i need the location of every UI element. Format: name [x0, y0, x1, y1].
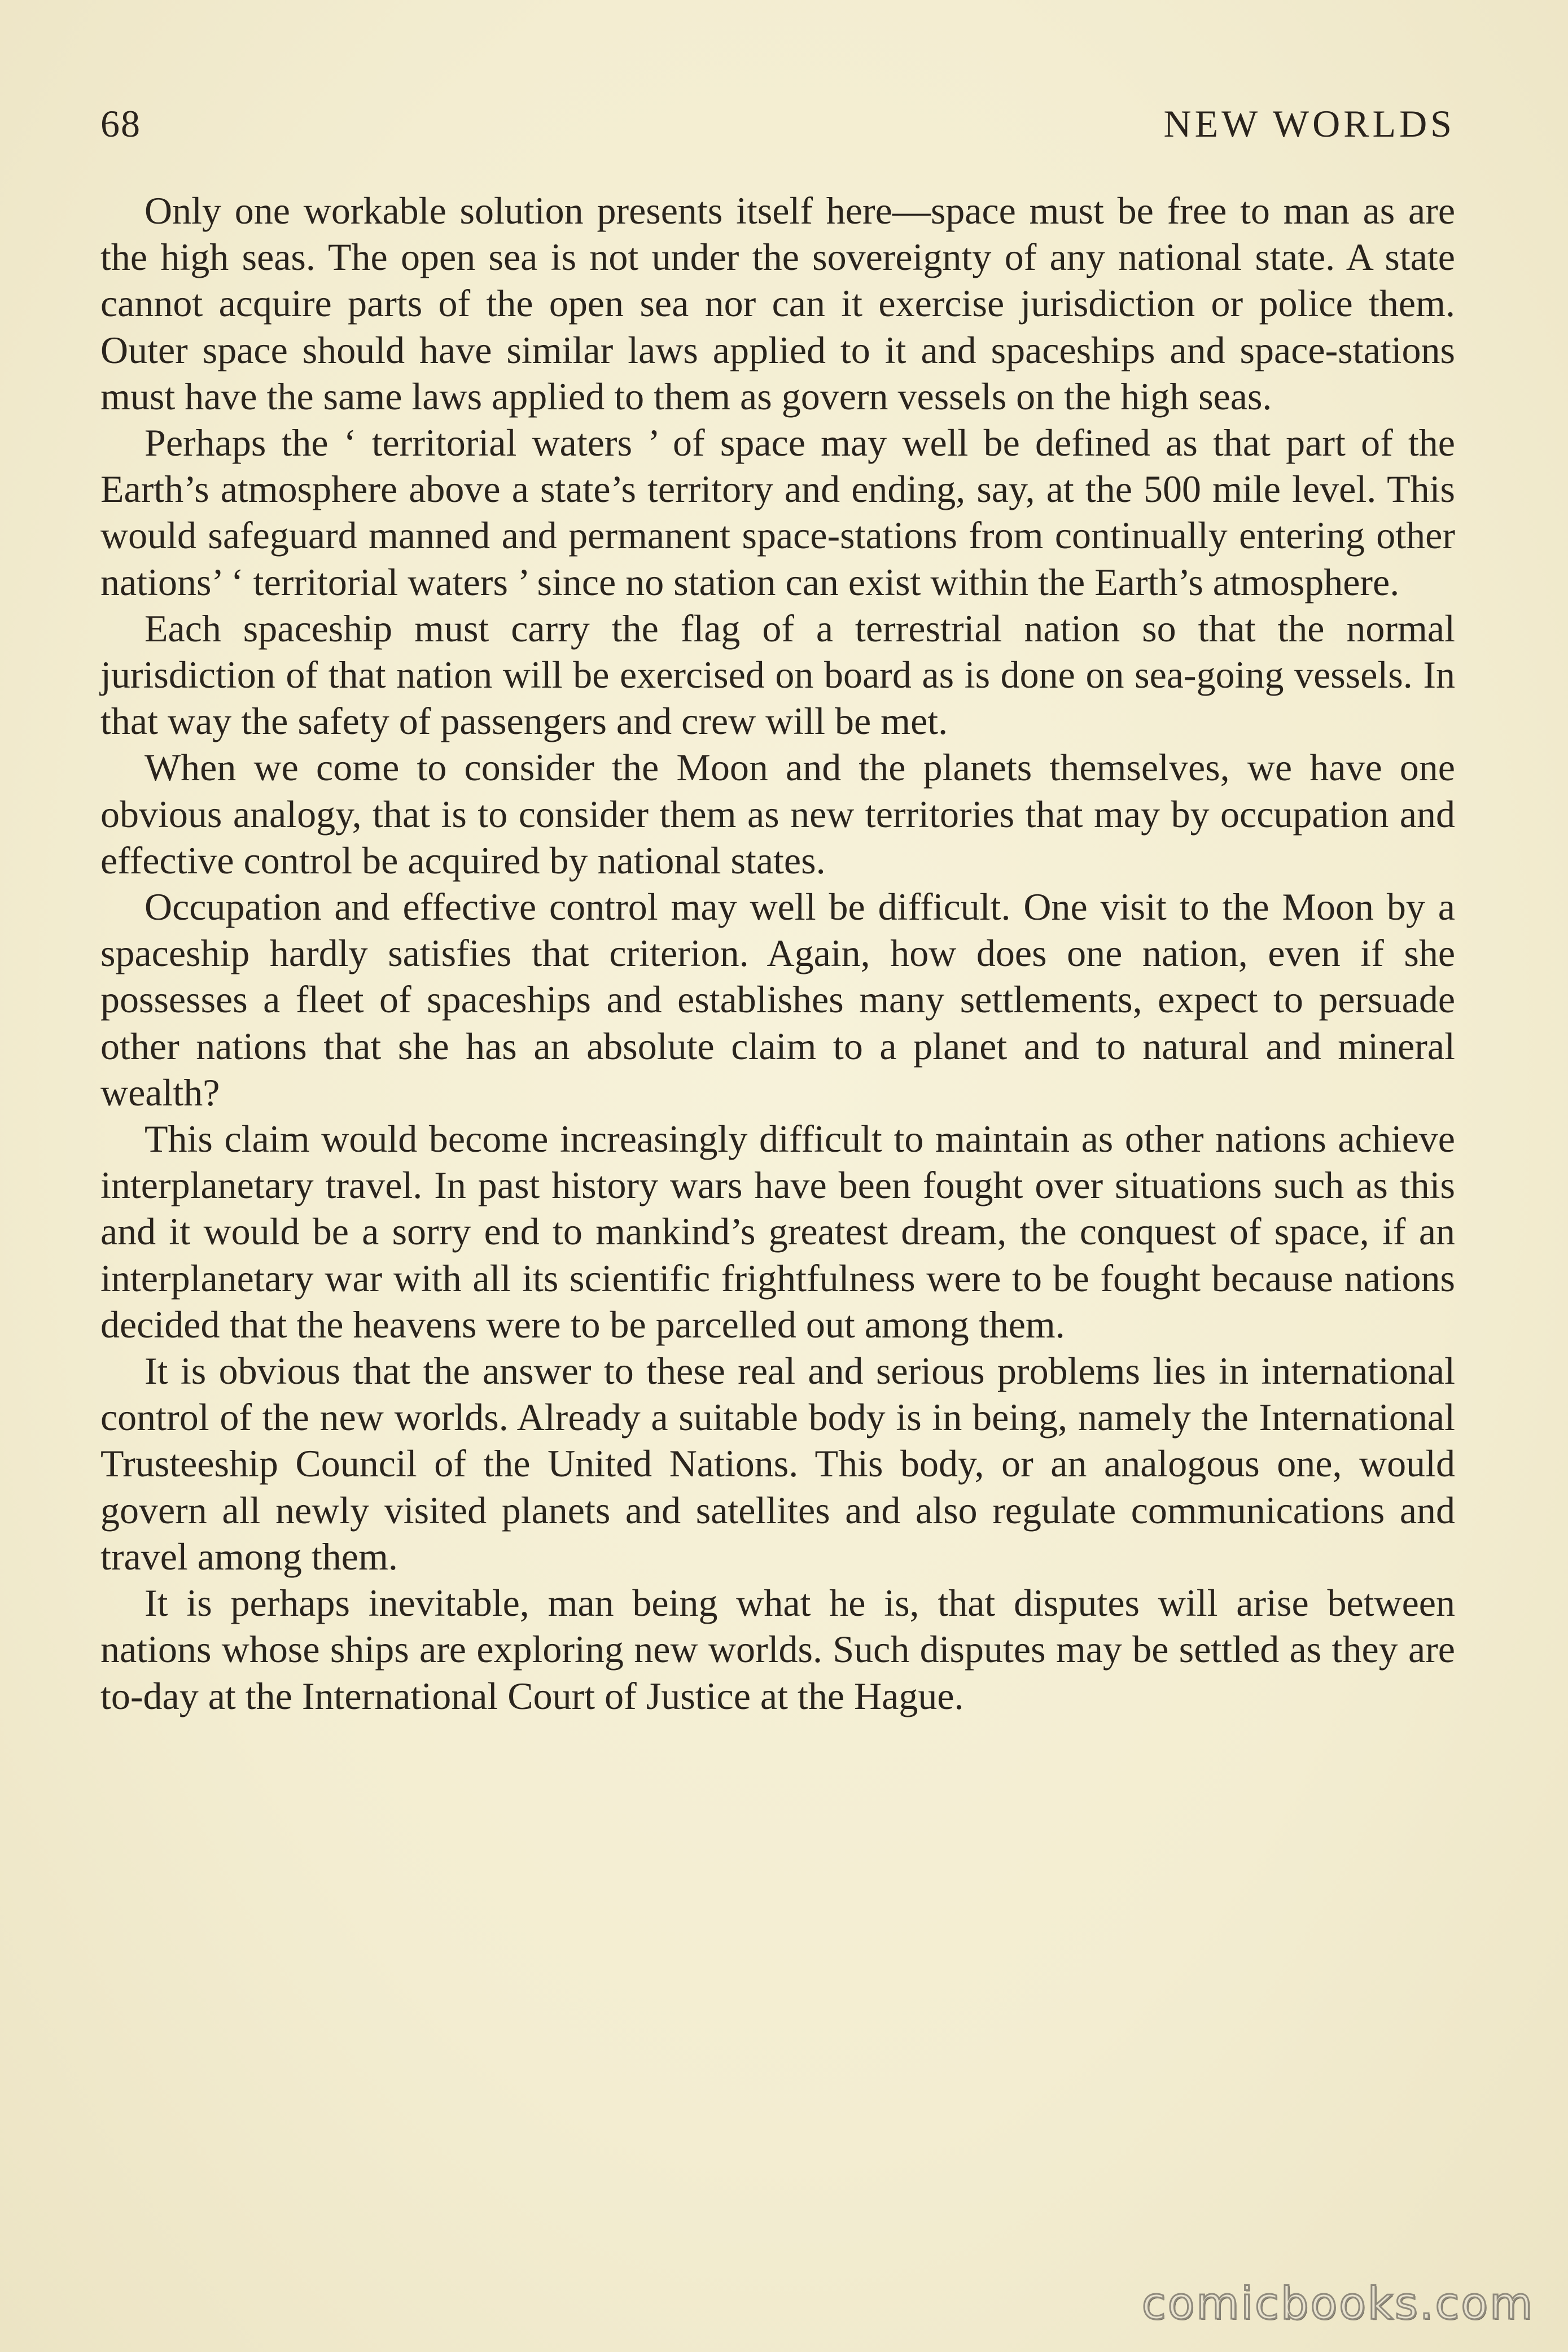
paragraph-6: This claim would become increasingly difficult to maintain as other nations achieve interplanetary travel. In past history wars have been fought over situations such as this and it would be a sorry end to mankind’s greatest dream, the conquest of space, if an interplanetary war with all its scientific frightfulness were to be fought because nations decided that the heavens were to be parcelled out among them. — [100, 1117, 1455, 1346]
paragraph-3: Each spaceship must carry the flag of a terrestrial nation so that the normal jurisdiction of that nation will be exercised on board as is done on sea-going vessels. In that way the safety of passengers and crew will be met. — [100, 606, 1455, 743]
paragraph-7: It is obvious that the answer to these real and serious problems lies in international control of the new worlds. Already a suitable body is in being, namely the International Trusteeship Council of the United Nations. This body, or an analogous one, would govern all newly visited planets and satellites and also regulate communications and travel among them. — [100, 1349, 1455, 1578]
body-text — [100, 187, 1455, 1719]
paragraph-8: It is perhaps inevitable, man being what he is, that disputes will arise between nations whose ships are exploring new worlds. Such disputes may be settled as they are to-day at the International Court of Justice at the Hague. — [100, 1581, 1455, 1717]
watermark: comicbooks.com — [1141, 2279, 1534, 2329]
paragraph-5: Occupation and effective control may well be difficult. One visit to the Moon by a spaceship hardly satisfies that criterion. Again, how does one nation, even if she possesses a fleet of spaceships and establishes many settlements, expect to persuade other nations that she has an absolute claim to a planet and to natural and mineral wealth? — [100, 885, 1455, 1114]
paragraph-1: Only one workable solution presents itself here—space must be free to man as are the high seas. The open sea is not under the sovereignty of any national state. A state cannot acquire parts of the open sea nor can it exercise jurisdiction or police them. Outer space should have similar laws applied to it and spaceships and space-stations must have the same laws applied to them as govern vessels on the high seas. — [100, 189, 1455, 418]
paragraph-2: Perhaps the ‘ territorial waters ’ of space may well be defined as that part of the Earth’s atmosphere above a state’s territory and ending, say, at the 500 mile level. This would safeguard manned and permanent space-stations from continually entering other nations’ ‘ territorial waters ’ since no station can exist within the Earth’s atmosphere. — [100, 421, 1455, 604]
running-title: NEW WORLDS — [1163, 102, 1455, 145]
running-head — [100, 102, 1455, 164]
page-number: 68 — [100, 102, 141, 145]
paragraph-4: When we come to consider the Moon and the planets themselves, we have one obvious analogy, that is to consider them as new territories that may by occupation and effective control be acquired by national states. — [100, 746, 1455, 882]
